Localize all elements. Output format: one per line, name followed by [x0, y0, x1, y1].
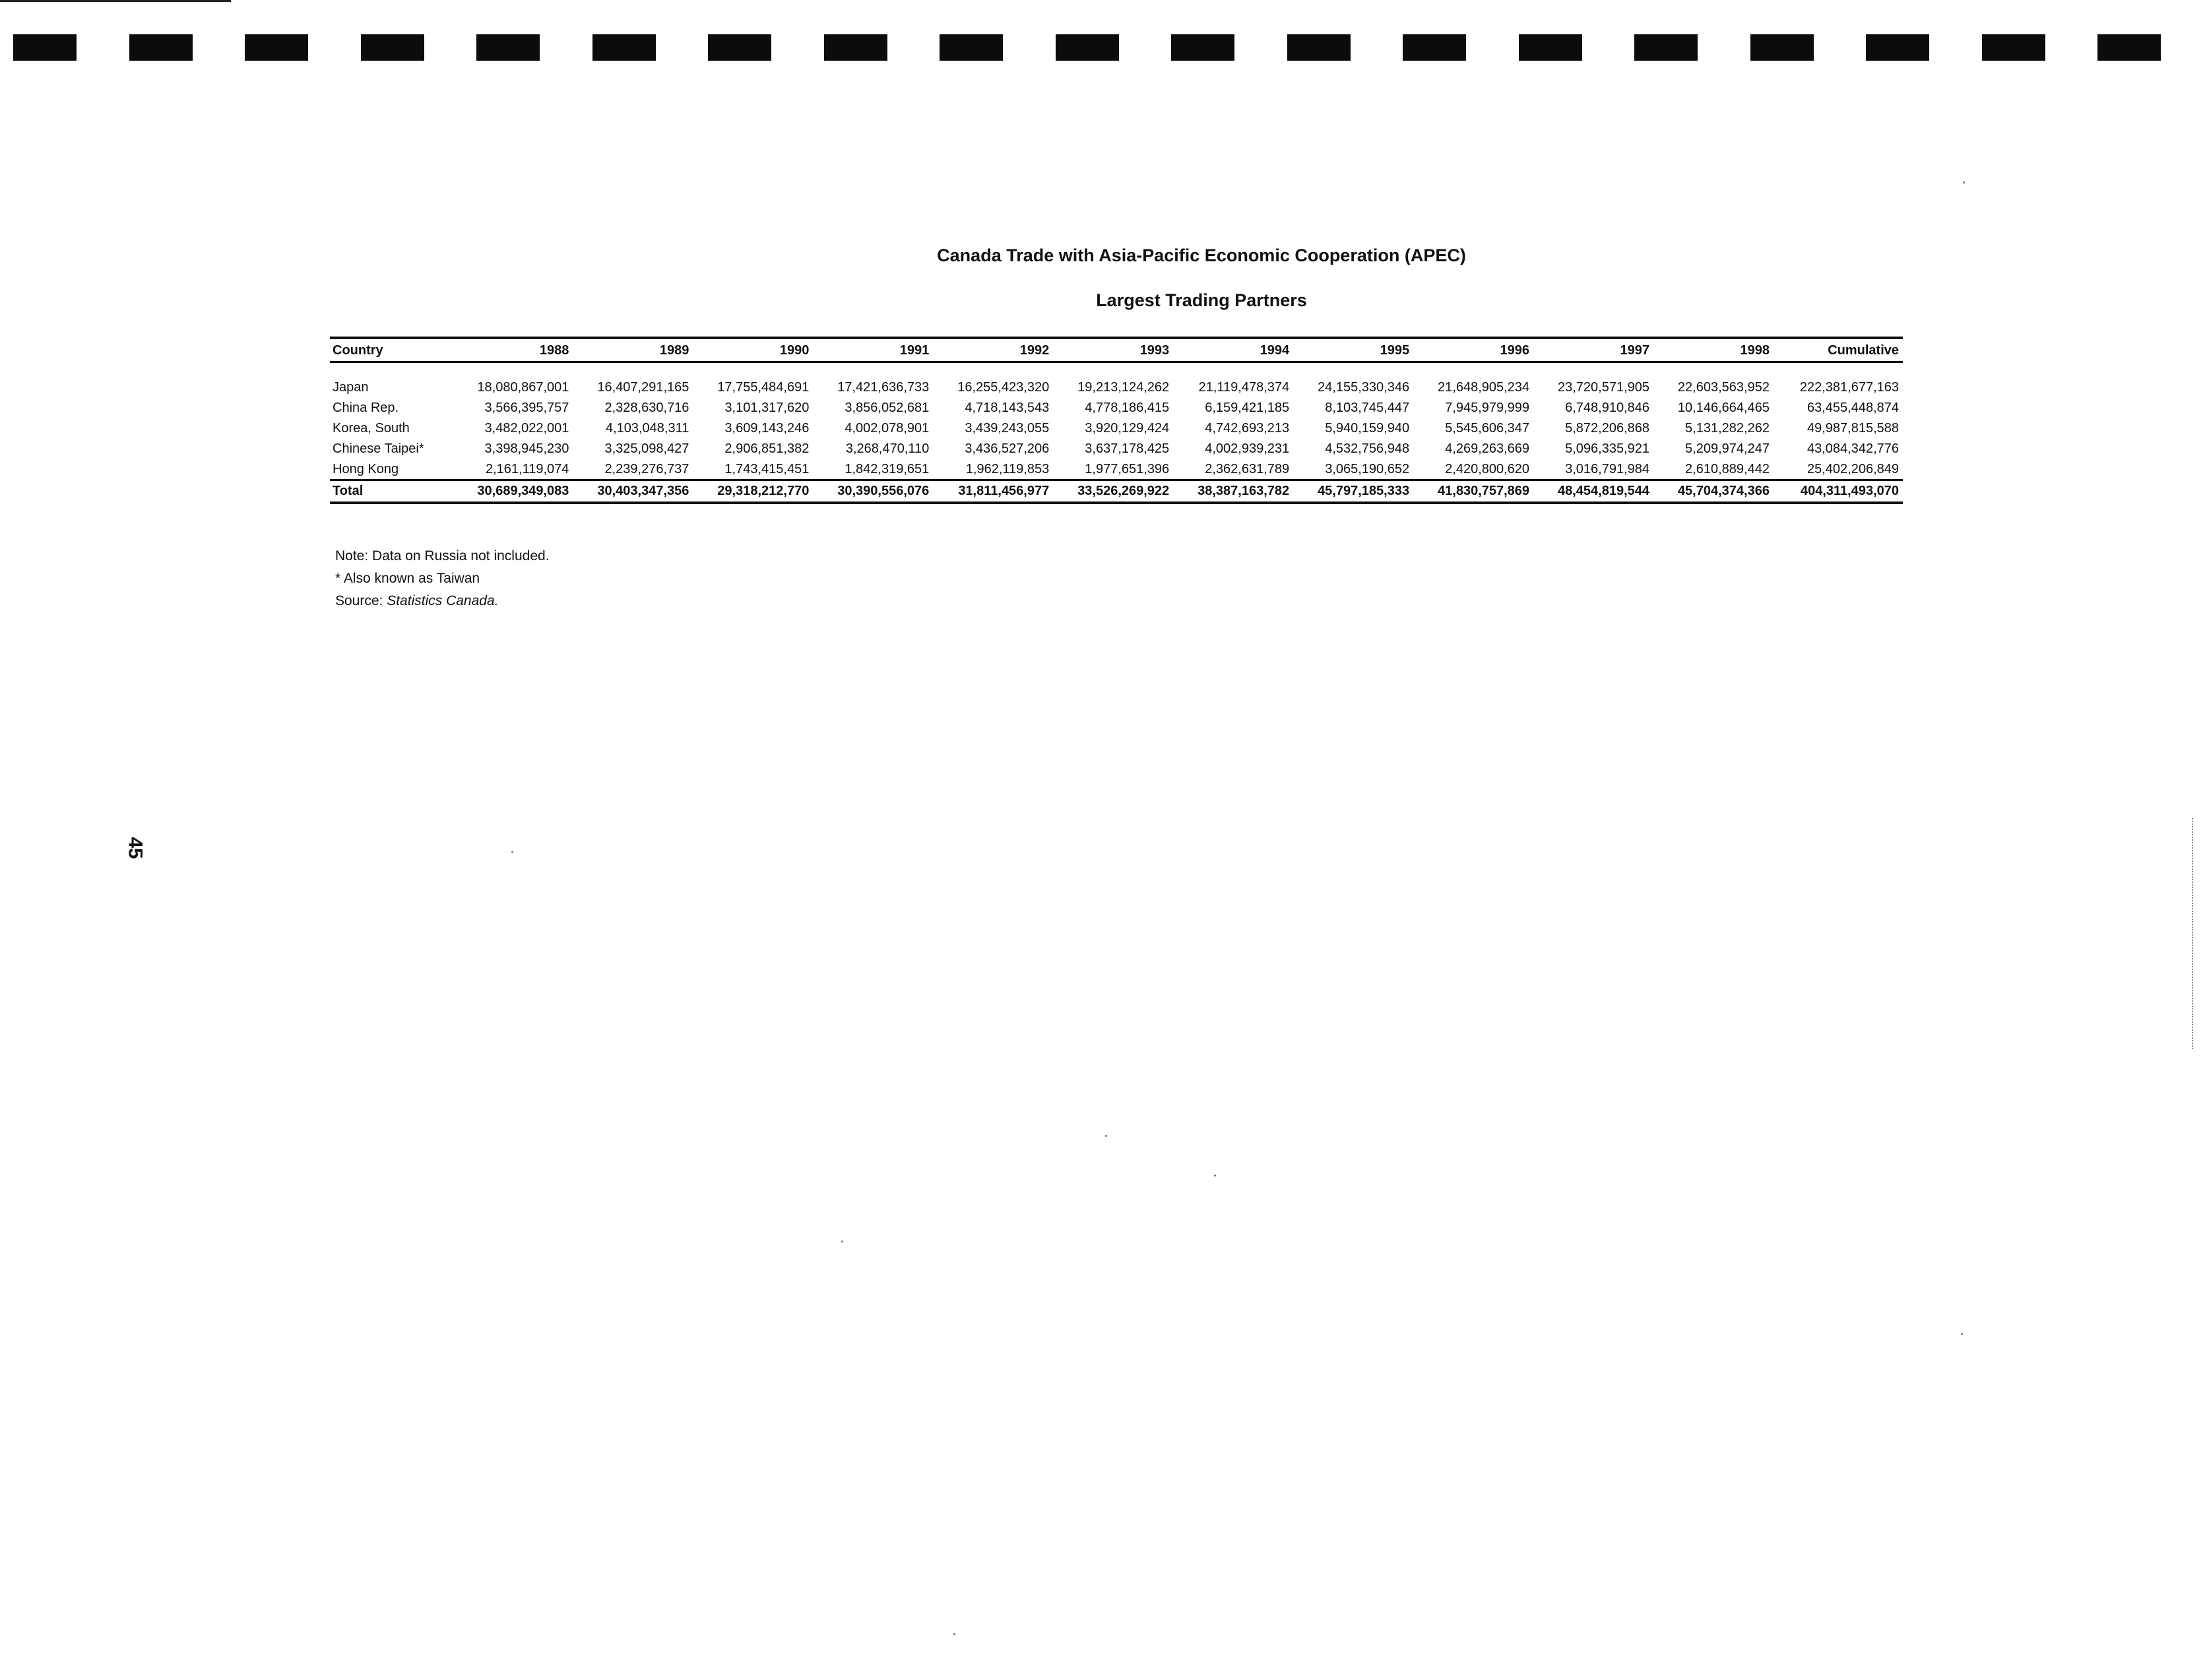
- perforation-hole: [592, 34, 656, 61]
- perforation-hole: [1750, 34, 1814, 61]
- perforation-hole: [361, 34, 424, 61]
- value-cell: 4,532,756,948: [1325, 441, 1410, 456]
- perforation-strip: [13, 34, 2161, 61]
- value-cell: 2,420,800,620: [1445, 462, 1530, 476]
- value-cell: 1,842,319,651: [845, 462, 930, 476]
- column-header-1989: 1989: [573, 338, 693, 362]
- total-row: [330, 480, 1903, 503]
- value-cell: 2,906,851,382: [724, 441, 810, 456]
- value-cell: 1,977,651,396: [1085, 462, 1170, 476]
- country-cell: China Rep.: [333, 401, 399, 415]
- country-cell: Korea, South: [333, 421, 410, 436]
- table-row: [330, 377, 1903, 398]
- scan-speck: [1105, 1135, 1107, 1137]
- value-cell: 3,101,317,620: [724, 401, 810, 415]
- scan-speck: [953, 1633, 955, 1635]
- value-cell: 18,080,867,001: [477, 380, 569, 395]
- value-cell: 4,778,186,415: [1085, 401, 1170, 415]
- value-cell: 2,362,631,789: [1205, 462, 1290, 476]
- country-cell: Hong Kong: [333, 462, 399, 476]
- value-cell: 5,545,606,347: [1445, 421, 1530, 436]
- value-cell: 3,436,527,206: [965, 441, 1050, 456]
- document-subtitle: Largest Trading Partners: [1096, 290, 1307, 310]
- perforation-hole: [1634, 34, 1698, 61]
- total-value-cell: 30,390,556,076: [813, 480, 933, 503]
- perforation-hole: [476, 34, 540, 61]
- perforation-hole: [1287, 34, 1351, 61]
- value-cell: 4,002,939,231: [1205, 441, 1290, 456]
- column-header-1997: 1997: [1533, 338, 1653, 362]
- note-russia: Note: Data on Russia not included.: [335, 548, 550, 564]
- total-value-cell: 45,704,374,366: [1653, 480, 1774, 503]
- perforation-hole: [129, 34, 193, 61]
- value-cell: 17,755,484,691: [717, 380, 810, 395]
- cumulative-cell: 63,455,448,874: [1806, 401, 1899, 415]
- value-cell: 17,421,636,733: [837, 380, 930, 395]
- total-value-cell: 33,526,269,922: [1053, 480, 1173, 503]
- value-cell: 3,609,143,246: [724, 421, 810, 436]
- value-cell: 4,718,143,543: [965, 401, 1050, 415]
- value-cell: 3,856,052,681: [845, 401, 930, 415]
- value-cell: 4,103,048,311: [605, 421, 689, 436]
- value-cell: 1,743,415,451: [724, 462, 810, 476]
- top-edge-rule: [0, 0, 231, 2]
- value-cell: 8,103,745,447: [1325, 401, 1410, 415]
- value-cell: 3,439,243,055: [965, 421, 1050, 436]
- document-title: Canada Trade with Asia-Pacific Economic Cooperation (APEC): [937, 245, 1466, 265]
- value-cell: 2,328,630,716: [604, 401, 689, 415]
- value-cell: 4,002,078,901: [845, 421, 930, 436]
- value-cell: 3,325,098,427: [604, 441, 689, 456]
- value-cell: 21,648,905,234: [1438, 380, 1530, 395]
- perforation-hole: [1866, 34, 1929, 61]
- value-cell: 5,209,974,247: [1685, 441, 1770, 456]
- value-cell: 3,398,945,230: [484, 441, 569, 456]
- value-cell: 5,940,159,940: [1325, 421, 1410, 436]
- total-value-cell: 45,797,185,333: [1293, 480, 1413, 503]
- column-header-1995: 1995: [1293, 338, 1413, 362]
- perforation-hole: [1056, 34, 1119, 61]
- value-cell: 2,239,276,737: [604, 462, 689, 476]
- scan-speck: [1961, 1333, 1963, 1335]
- total-value-cell: 48,454,819,544: [1533, 480, 1653, 503]
- scan-edge-marks: [2192, 818, 2197, 1049]
- table-row: [330, 459, 1903, 480]
- column-header-1996: 1996: [1413, 338, 1533, 362]
- perforation-hole: [940, 34, 1003, 61]
- scan-speck: [1214, 1175, 1216, 1177]
- value-cell: 23,720,571,905: [1557, 380, 1649, 395]
- value-cell: 5,096,335,921: [1565, 441, 1649, 456]
- value-cell: 16,407,291,165: [597, 380, 689, 395]
- column-header-1992: 1992: [933, 338, 1053, 362]
- value-cell: 10,146,664,465: [1677, 401, 1770, 415]
- column-header-cumulative: Cumulative: [1774, 338, 1903, 362]
- source-name: Statistics Canada.: [387, 593, 499, 608]
- value-cell: 16,255,423,320: [957, 380, 1050, 395]
- column-header-1990: 1990: [693, 338, 813, 362]
- cumulative-cell: 49,987,815,588: [1806, 421, 1899, 436]
- value-cell: 3,482,022,001: [484, 421, 569, 436]
- perforation-hole: [245, 34, 308, 61]
- country-cell: Japan: [333, 380, 369, 395]
- perforation-hole: [1519, 34, 1582, 61]
- column-header-1998: 1998: [1653, 338, 1774, 362]
- source-prefix: Source:: [335, 593, 387, 608]
- value-cell: 4,742,693,213: [1205, 421, 1290, 436]
- table-notes: [335, 545, 550, 612]
- scan-speck: [511, 851, 513, 853]
- cumulative-cell: 222,381,677,163: [1799, 380, 1899, 395]
- total-label: Total: [330, 480, 453, 503]
- value-cell: 1,962,119,853: [965, 462, 1050, 476]
- table-header-row: [330, 338, 1903, 362]
- source-line: [335, 590, 550, 612]
- cumulative-cell: 25,402,206,849: [1806, 462, 1899, 476]
- value-cell: 3,268,470,110: [845, 441, 930, 456]
- perforation-hole: [1171, 34, 1234, 61]
- value-cell: 6,748,910,846: [1565, 401, 1649, 415]
- perforation-hole: [708, 34, 771, 61]
- country-cell: Chinese Taipei*: [333, 441, 424, 456]
- value-cell: 5,131,282,262: [1685, 421, 1770, 436]
- value-cell: 7,945,979,999: [1445, 401, 1530, 415]
- column-header-1994: 1994: [1173, 338, 1293, 362]
- value-cell: 3,920,129,424: [1085, 421, 1170, 436]
- column-header-country: Country: [330, 338, 453, 362]
- value-cell: 4,269,263,669: [1445, 441, 1530, 456]
- footnote-taiwan: * Also known as Taiwan: [335, 571, 480, 586]
- table-row: [330, 418, 1903, 439]
- value-cell: 2,161,119,074: [486, 462, 569, 476]
- value-cell: 19,213,124,262: [1077, 380, 1170, 395]
- value-cell: 5,872,206,868: [1565, 421, 1649, 436]
- scan-speck: [1963, 181, 1965, 183]
- total-value-cell: 38,387,163,782: [1173, 480, 1293, 503]
- total-value-cell: 41,830,757,869: [1413, 480, 1533, 503]
- column-header-1988: 1988: [453, 338, 573, 362]
- table-spacer-row: [330, 362, 1903, 378]
- column-header-1993: 1993: [1053, 338, 1173, 362]
- total-value-cell: 30,403,347,356: [573, 480, 693, 503]
- perforation-hole: [2097, 34, 2161, 61]
- value-cell: 3,566,395,757: [484, 401, 569, 415]
- value-cell: 6,159,421,185: [1205, 401, 1290, 415]
- value-cell: 21,119,478,374: [1198, 380, 1290, 395]
- value-cell: 2,610,889,442: [1685, 462, 1770, 476]
- value-cell: 22,603,563,952: [1677, 380, 1770, 395]
- column-header-1991: 1991: [813, 338, 933, 362]
- value-cell: 3,637,178,425: [1085, 441, 1170, 456]
- value-cell: 3,016,791,984: [1565, 462, 1649, 476]
- total-cumulative-cell: 404,311,493,070: [1774, 480, 1903, 503]
- perforation-hole: [13, 34, 77, 61]
- cumulative-cell: 43,084,342,776: [1806, 441, 1899, 456]
- total-value-cell: 31,811,456,977: [933, 480, 1053, 503]
- value-cell: 3,065,190,652: [1325, 462, 1410, 476]
- perforation-hole: [824, 34, 887, 61]
- scan-speck: [841, 1241, 843, 1243]
- trade-table: [330, 337, 1903, 504]
- page-number: 45: [124, 837, 146, 859]
- value-cell: 24,155,330,346: [1318, 380, 1410, 395]
- table-row: [330, 398, 1903, 418]
- table-row: [330, 439, 1903, 459]
- total-value-cell: 29,318,212,770: [693, 480, 813, 503]
- total-value-cell: 30,689,349,083: [453, 480, 573, 503]
- perforation-hole: [1403, 34, 1466, 61]
- perforation-hole: [1982, 34, 2045, 61]
